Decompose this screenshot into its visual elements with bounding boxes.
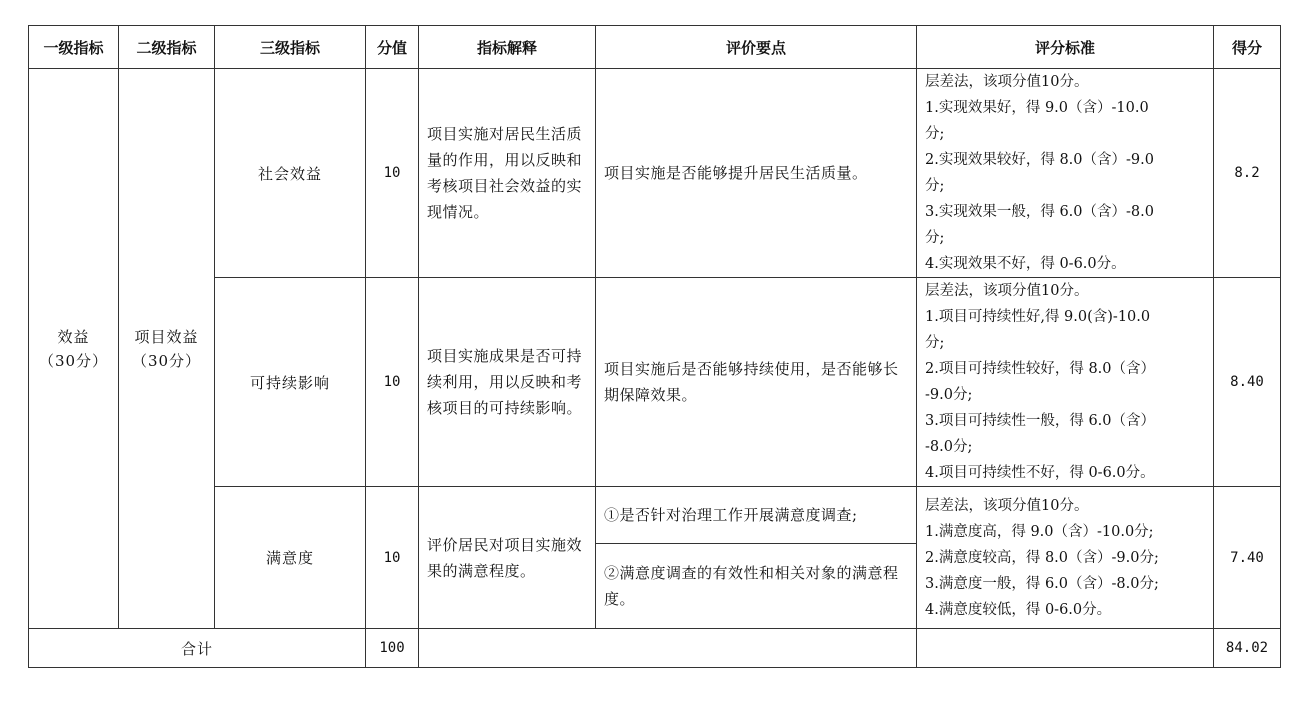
criteria-line: 层差法，该项分值10分。 bbox=[925, 283, 1089, 299]
criteria-line: 2.实现效果较好，得 8.0（含）-9.0 bbox=[925, 152, 1154, 168]
criteria-line: 层差法，该项分值10分。 bbox=[925, 497, 1089, 514]
total-label: 合计 bbox=[29, 629, 366, 668]
criteria-line: 3.实现效果一般，得 6.0（含）-8.0 bbox=[925, 204, 1154, 220]
criteria-line: 2.项目可持续性较好，得 8.0（含） bbox=[925, 361, 1156, 377]
total-row bbox=[29, 629, 1281, 668]
header-cell: 指标解释 bbox=[419, 26, 596, 69]
header-cell: 三级指标 bbox=[215, 26, 366, 69]
criteria-line: 3.满意度一般，得 6.0（含）-8.0分; bbox=[925, 575, 1159, 592]
indicator-explanation: 项目实施对居民生活质量的作用，用以反映和考核项目社会效益的实现情况。 bbox=[419, 69, 596, 278]
empty-cell bbox=[419, 629, 917, 668]
criteria-line: 1.项目可持续性好,得 9.0(含)-10.0 bbox=[925, 309, 1151, 325]
header-cell: 分值 bbox=[366, 26, 419, 69]
header-cell: 一级指标 bbox=[29, 26, 119, 69]
indicator-value: 10 bbox=[366, 487, 419, 629]
criteria-line: 1.满意度高，得 9.0（含）-10.0分; bbox=[925, 523, 1154, 540]
level3-indicator: 可持续影响 bbox=[215, 278, 366, 487]
header-row bbox=[29, 26, 1281, 69]
criteria-line: 4.满意度较低，得 0-6.0分。 bbox=[925, 601, 1112, 618]
level2-name: 项目效益 bbox=[134, 327, 199, 346]
empty-cell bbox=[917, 629, 1214, 668]
table-row bbox=[29, 278, 1281, 487]
criteria-line: 分; bbox=[925, 126, 945, 142]
evaluation-point: ①是否针对治理工作开展满意度调查; bbox=[596, 487, 917, 544]
indicator-explanation: 项目实施成果是否可持续利用，用以反映和考核项目的可持续影响。 bbox=[419, 278, 596, 487]
scoring-criteria bbox=[917, 69, 1214, 278]
criteria-line: 分; bbox=[925, 335, 945, 351]
evaluation-point: 项目实施是否能够提升居民生活质量。 bbox=[596, 69, 917, 278]
level1-indicator-cell bbox=[29, 69, 119, 629]
criteria-line: 4.实现效果不好，得 0-6.0分。 bbox=[925, 256, 1126, 272]
criteria-line: 分; bbox=[925, 178, 945, 194]
header-cell: 评价要点 bbox=[596, 26, 917, 69]
criteria-line: -8.0分; bbox=[925, 439, 973, 455]
score-cell: 8.2 bbox=[1214, 69, 1281, 278]
criteria-line: 层差法，该项分值10分。 bbox=[925, 74, 1089, 90]
total-value: 100 bbox=[366, 629, 419, 668]
level3-indicator: 满意度 bbox=[215, 487, 366, 629]
header-cell: 评分标准 bbox=[917, 26, 1214, 69]
table-row bbox=[29, 69, 1281, 278]
criteria-line: 3.项目可持续性一般，得 6.0（含） bbox=[925, 413, 1156, 429]
evaluation-point: 项目实施后是否能够持续使用，是否能够长期保障效果。 bbox=[596, 278, 917, 487]
level2-score: （30分） bbox=[131, 351, 202, 370]
table-row bbox=[29, 487, 1281, 544]
header-cell: 二级指标 bbox=[119, 26, 215, 69]
score-cell: 8.40 bbox=[1214, 278, 1281, 487]
scoring-criteria bbox=[917, 278, 1214, 487]
criteria-line: 1.实现效果好，得 9.0（含）-10.0 bbox=[925, 100, 1149, 116]
header-cell: 得分 bbox=[1214, 26, 1281, 69]
indicator-value: 10 bbox=[366, 69, 419, 278]
level3-indicator: 社会效益 bbox=[215, 69, 366, 278]
criteria-line: 2.满意度较高，得 8.0（含）-9.0分; bbox=[925, 549, 1159, 566]
level2-indicator-cell bbox=[119, 69, 215, 629]
indicator-explanation: 评价居民对项目实施效果的满意程度。 bbox=[419, 487, 596, 629]
score-cell: 7.40 bbox=[1214, 487, 1281, 629]
level1-name: 效益 bbox=[57, 327, 90, 346]
indicator-value: 10 bbox=[366, 278, 419, 487]
criteria-line: 4.项目可持续性不好，得 0-6.0分。 bbox=[925, 465, 1155, 481]
criteria-line: -9.0分; bbox=[925, 387, 973, 403]
evaluation-point: ②满意度调查的有效性和相关对象的满意程度。 bbox=[596, 544, 917, 629]
scoring-criteria bbox=[917, 487, 1214, 629]
level1-score: （30分） bbox=[38, 351, 109, 370]
criteria-line: 分; bbox=[925, 230, 945, 246]
total-score: 84.02 bbox=[1214, 629, 1281, 668]
performance-evaluation-table bbox=[28, 25, 1281, 668]
